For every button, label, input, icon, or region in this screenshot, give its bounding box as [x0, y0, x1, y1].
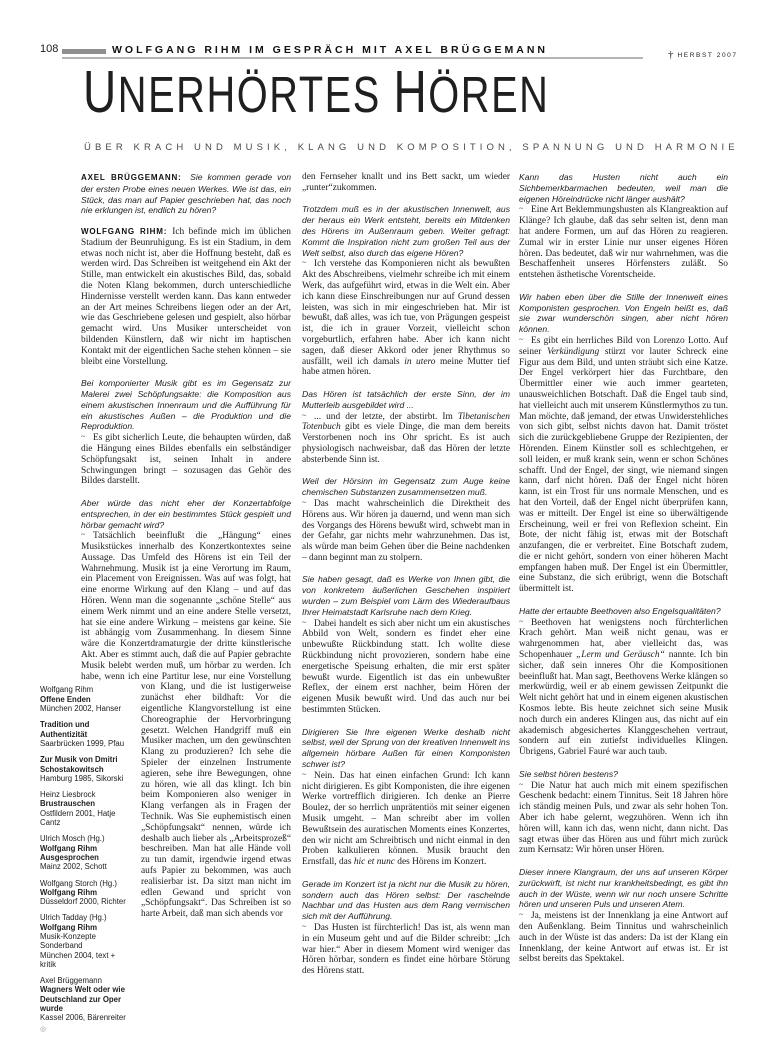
book-title: Brustrauschen: [40, 799, 96, 809]
book-title: Deutschland zur Oper wurde: [40, 994, 122, 1014]
book-meta: Hamburg 1985, Sikorski: [40, 773, 124, 783]
book-meta: Ulrich Tadday (Hg.): [40, 913, 107, 923]
book-title: Wagners Welt oder wie: [40, 985, 125, 995]
book-reference: [40, 755, 132, 783]
question-paragraph: Dirigieren Sie Ihre eigenen Werke deshalb nicht selbst, weil der Sprung von der kreativen Innenwelt ins allgemein hörbare Außen für einen Komponisten schwer ist?: [302, 726, 510, 770]
answer-tilde-mark: ~: [81, 432, 86, 442]
answer-tilde-mark: ~: [302, 497, 307, 507]
answer-tilde-mark: ~: [519, 334, 524, 344]
column-1: [40, 172, 292, 1041]
book-meta: Saarbrücken 1999, Pfau: [40, 738, 125, 748]
answer-tilde-mark: ~: [519, 779, 524, 789]
question-paragraph: Das Hören ist tatsächlich der erste Sinn, der im Mutterleib ausgebildet wird ...: [302, 388, 510, 410]
answer-paragraph: ~ Das macht wahrscheinlich die Direktheit des Hörens aus. Wir hören ja dauernd, und wenn man sich des Vorgangs des Hörens bewußt wird, schwebt man in der Gefahr, gar nichts mehr wahrzunehmen. Das ist, als würde man beim Gehen über die Beine nachdenken – dann beginnt man zu stolpern.: [302, 497, 510, 563]
question-paragraph: Hatte der ertaubte Beethoven also Engelsqualitäten?: [519, 605, 721, 616]
question-paragraph: Trotzdem muß es in der akustischen Innenwelt, aus der heraus ein Werk entsteht, bereits ein Mitdenken des Hörens im Außenraum geben. Weiter gefragt: Kommt die Inspiration nicht zum großen Teil aus der Welt selbst, also durch das eigene Hören?: [302, 204, 510, 258]
book-meta: Wolfgang Storch (Hg.): [40, 878, 117, 888]
book-title: Schostakowitsch: [40, 764, 104, 774]
book-meta: München 2004, text + kritik: [40, 950, 116, 969]
book-reference: [40, 976, 132, 1034]
answer-paragraph: ~ Das Husten ist fürchterlich! Das ist, als wenn man in ein Museum geht und auf die Bilder schreibt: „Ich war hier.“ Aber in diesem Moment wird weniger das Hören hörbar, sondern es findet eine hörbare Störung des Hörens statt.: [302, 921, 510, 977]
book-meta: Mainz 2002, Schott: [40, 862, 107, 872]
book-meta: Musik-Konzepte Sonderband: [40, 931, 96, 951]
answer-tilde-mark: ~: [302, 410, 307, 420]
book-meta: Wolfgang Rihm: [40, 685, 94, 695]
book-meta: Heinz Liesbrock: [40, 790, 96, 800]
book-reference: [40, 879, 132, 907]
answer-tilde-mark: ~: [519, 204, 524, 214]
answer-tilde-mark: ~: [519, 616, 524, 626]
book-title: Wolfgang Rihm: [40, 922, 98, 932]
article-end-icon: ◎: [40, 1025, 47, 1033]
answer-tilde-mark: ~: [302, 769, 307, 779]
header-bar: [62, 49, 106, 54]
book-meta: Düsseldorf 2000, Richter: [40, 897, 126, 907]
answer-paragraph: ~ Es gibt ein herrliches Bild von Lorenzo Lotto. Auf seiner Verkündigung stürzt vor lauter Schreck eine Figur aus dem Bild, und unten sträubt sich eine Katze. Der Engel verkörpert hier das Furchtbare, den Übermittler einer wie auch immer gearteten, unausweichlichen Botschaft. Daß die Engel taub sind, hat vielleicht auch mit unserem Künstlermythos zu tun. Man möchte, daß jemand, der etwas Unwiderstehliches von sich gibt, selbst nichts davon hat. Damit tröstet sich die zurückgebliebene Gruppe der Rezipienten, der Hörenden. Einem Künstler soll es schlechtgehen, er soll leiden, er muß krank sein, wenn er schon Schönes schafft. Und der Engel, der singt, wie niemand singen kann, darf nicht hören. Daß der Engel nicht hören kann, ist ein Trost für uns normale Menschen, und es hat den Vorteil, daß der Engel nicht überprüfen kann, was er mitteilt. Der Engel ist eine so überwältigende Erscheinung, weil er frei von Reflexion scheint. Ein Bote, der nicht fähig ist, etwas mit der Botschaft anzufangen, die er verbreitet. Eine Botschaft zudem, die er nicht gehört, sondern von einer höheren Macht empfangen haben muß. Der Engel ist ein Übermittler, eine Substanz, die sich erübrigt, wenn die Botschaft übermittelt ist.: [519, 334, 728, 595]
article-title-text: UNERHÖRTES HÖREN: [83, 59, 550, 125]
book-reference: [40, 913, 132, 969]
book-reference: [40, 720, 132, 748]
book-title: Tradition und Authentizität: [40, 720, 90, 739]
answer-tilde-mark: ~: [302, 258, 307, 268]
question-paragraph: Sie haben gesagt, daß es Werke von Ihnen gibt, die von konkretem äußerlichen Geschehen inspiriert wurden – zum Beispiel vom Lärm des Wiederaufbaus Ihrer Heimatstadt Karlsruhe nach dem Krieg.: [302, 574, 510, 617]
article-title: [83, 58, 681, 126]
answer-paragraph: ~ ... und der letzte, der abstirbt. Im Tibetanischen Totenbuch gibt es viele Dinge, die man dem bereits Verstorbenen noch ins Ohr spricht. Es ist auch physiologisch nachweisbar, daß das Hören der letzte absterbende Sinn ist.: [302, 410, 510, 465]
book-meta: Ulrich Mosch (Hg.): [40, 834, 105, 844]
answer-tilde-mark: ~: [81, 530, 86, 540]
book-title: Wolfgang Rihm: [40, 887, 98, 897]
book-title: Zur Musik von Dmitri: [40, 755, 118, 765]
book-meta: Axel Brüggemann: [40, 976, 102, 986]
book-references-sidebar: [40, 685, 132, 1041]
question-paragraph: Gerade im Konzert ist ja nicht nur die Musik zu hören, sondern auch das Hören selbst: Der raschelnde Nachbar und das Husten aus dem Rang vermischen sich mit der Aufführung.: [302, 878, 510, 922]
answer-paragraph: ~ Beethoven hat wenigstens noch fürchterlichen Krach gehört. Man weiß nicht genau, was er wahrgenommen hat, aber vielleicht das, was Schopenhauer „Lerm und Geräusch“ nannte. Ich bin sicher, daß sein inneres Ohr die Kompositionen beeinflußt hat. Man sagt, Beethovens Werke klängen so merkwürdig, weil er ab einem gewissen Zeitpunkt die Welt nicht gehört hat und in einem eigenen akustischen Kosmos lebte. Bis heute zeichnet sich seine Musik noch durch ein anderes Klingen aus, das nicht auf ein akademisch abgesichertes Klanggeschehen vertraut, sondern auf ein zutiefst individuelles Klingen. Übrigens, Gabriel Fauré war auch taub.: [519, 616, 728, 758]
article-subtitle: ÜBER KRACH UND MUSIK, KLANG UND KOMPOSITION, SPANNUNG UND HARMONIE: [84, 142, 739, 153]
answer-tilde-mark: ~: [302, 921, 307, 931]
answer-paragraph: ~ Es gibt sicherlich Leute, die behaupten würden, daß die Hängung eines Bildes ebenfalls ein selbständiger Schöpfungsakt ist, seinen Inhalt in andere Schwingungen bringt – sozusagen das Gehör des Bildes darstellt.: [81, 432, 291, 487]
answer-paragraph: ~ Dabei handelt es sich aber nicht um ein akustisches Abbild von Welt, sondern es findet eher eine unbewußte Rückbindung statt. Ich wollte diese Rückbindung nicht provozieren, sondern habe eine energetische Speisung erhalten, die mir erst später bewußt wurde. Eigentlich ist das ein unbewußter Reflex, der einem erst nachher, beim Hören der eigenen Musik bewußt wird. Und das auch nur bei bestimmten Stücken.: [302, 617, 510, 716]
question-paragraph: Weil der Hörsinn im Gegensatz zum Auge keine chemischen Substanzen zusammensetzen muß.: [302, 476, 510, 498]
column-2: [302, 172, 510, 977]
question-paragraph: Aber würde das nicht eher der Konzertabfolge entsprechen, in der ein bestimmtes Stück gespielt und hörbar gemacht wird?: [81, 497, 291, 530]
answer-paragraph: ~ Ja, meistens ist der Innenklang ja eine Antwort auf den Außenklang. Beim Tinnitus und wahrscheinlich auch in der Wüste ist das anders: Da ist der Klang ein Innenklang, der keine Antwort auf etwas ist. Er ist selbst bereits das Spektakel.: [519, 910, 728, 965]
answer-paragraph: ~ Ich verstehe das Komponieren nicht als bewußten Akt des Abschreibens, vielmehr schreibe ich mit einem Werk, das aufgeführt wird, etwas in die Welt ein. Aber ich kann diese Einschreibungen nur auf Grund dessen leisten, was sich in mir eingeschrieben hat. Mir ist bewußt, daß alles, was ich tue, von Prägungen gespeist ist, die ich in grauer Vorzeit, vielleicht schon vorgeburtlich, erfahren habe. Aber ich kann nicht sagen, daß dieser Akkord oder jener Rhythmus so ausfällt, weil ich damals in utero meine Mutter tief habe atmen hören.: [302, 258, 510, 378]
book-reference: [40, 685, 132, 713]
answer-tilde-mark: ~: [519, 910, 524, 920]
question-paragraph: Sie selbst hören bestens?: [519, 768, 618, 779]
book-title: Wolfgang Rihm Ausgesprochen: [40, 843, 99, 862]
dagger-icon: †: [668, 49, 674, 61]
answer-paragraph: den Fernseher knallt und ins Bett sackt, um wieder „runter“zukommen.: [302, 172, 510, 193]
answer-tilde-mark: ~: [302, 617, 307, 627]
page-number: 108: [40, 43, 59, 55]
question-paragraph: Bei komponierter Musik gibt es im Gegensatz zur Malerei zwei Schöpfungsakte: die Komposition aus einem akustischen Innenraum und die Aufführung für ein akustisches Außen – die Produktion und die Reproduktion.: [81, 378, 291, 432]
header-title: WOLFGANG RIHM IM GESPRÄCH MIT AXEL BRÜGGEMANN: [112, 44, 548, 56]
speaker-paragraph: AXEL BRÜGGEMANN: Sie kommen gerade von der ersten Probe eines neuen Werkes. Wie ist das, ein Stück, das man auf Papier geschrieben hat, das noch nie erklungen ist, endlich zu hören?: [81, 172, 292, 216]
column-3: [519, 172, 728, 965]
question-paragraph: Dieser innere Klangraum, der uns auf unseren Körper zurückwirft, ist nicht nur krankheitsbedingt, es gibt ihn auch in der Wüste, wenn wir nur noch unsere Schritte hören und unseren Puls und unseren Atem.: [519, 867, 728, 910]
book-title: Offene Enden: [40, 694, 91, 704]
speaker-name: WOLFGANG RIHM:: [81, 226, 173, 236]
issue-label: HERBST 2007: [677, 52, 738, 59]
speaker-paragraph: WOLFGANG RIHM: Ich befinde mich im üblichen Stadium der Beunruhigung. Es ist ein Stadium, in dem etwas noch nicht ist, aber die Hoffnung besteht, daß es werden wird. Das Schreiben ist weitgehend ein Akt der Stille, man entwickelt ein akustisches Bild, das, sobald die Noten Klang bekommen, durch unterschiedliche Hindernisse verstellt werden kann. Das kann entweder an der Art meines Schreibens liegen oder an der Art, wie das Geschriebene gelesen und gespielt, also hörbar gemacht wird. Uns Musiker unterscheidet von bildenden Künstlern, daß wir nicht im haptischen Kontakt mit der eigentlichen Sache stehen können – sie bleibt eine Vorstellung.: [81, 226, 291, 367]
wrapped-answer-text: und die ist lustigerweise zunächst eher bildhaft: Vor die eigentliche Klangvorstellung ist eine Choreographie der Hervorbringung gesetzt. Welchen Handgriff muß ein Musiker machen, um den gewünschten Klang zu produzieren? Ich sehe die Spieler der einzelnen Instrumente agieren, sehe ihre Bewegungen, ohne zu hören, wie all das klingt. Ich bin beim Komponieren also weniger in Klang verfangen als in Fragen der Technik. Was Sie euphemistisch einen „Schöpfungsakt“ nennen, würde ich deshalb auch lieber als „Arbeitsprozeß“ beschreiben. Man hat alle Hände voll zu tun damit, irgendwie irgend etwas aufs Papier zu bekommen, was auch realisierbar ist. Da sitzt man nicht im edlen Gewand und spricht von „Schöpfungsakt“. Das Schreiben ist so harte Arbeit, daß man sich abends vor: [141, 682, 291, 920]
book-meta: Ostfildern 2001, Hatje Cantz: [40, 808, 116, 828]
answer-paragraph: ~ Tatsächlich beeinflußt die „Hängung“ eines Musikstückes innerhalb des Konzertkontextes seine Aussage. Das Umfeld des Hörens ist ein Teil der Wahrnehmung. Musik ist ja eine Verortung im Raum, ein Placement von Ereignissen. Was auf was folgt, hat eine enorme Wirkung auf den Klang – und auf das Hören. Wenn man die sogenannte „schöne Stelle“ aus einem Werk nimmt und an eine andere Stelle versetzt, hat sie eine andere Wirkung – meistens gar keine. Sie ist abhängig vom Zusammenhang. In diesem Sinne wäre die Konzertdramaturgie der dritte künstlerische Akt. Aber es stimmt auch, daß die auf Papier gebrachte Musik belebt werden muß, um hörbar zu werden. Ich habe, wenn ich eine Partitur lese, nur eine Vorstellung von Klang, Wolfgang Rihm Offene Enden München 2002, Hanser Tradition und Authentizität Saarbrücken 1999, Pfau Zur Musik von Dmitri Schostakowitsch Hamburg 1985, Sikorski Heinz Liesbrock Brustrauschen Ostfildern 2001, Hatje Cantz Ulrich Mosch (Hg.) Wolfgang Rihm Ausgesprochen Mainz 2002, Schott Wolfgang Storch (Hg.) Wolfgang Rihm Düsseldorf 2000, Richter Ulrich Tadday (Hg.) Wolfgang Rihm Musik-Konzepte Sonderband München 2004, text + kritik Axel Brüggemann Wagners Welt oder wie Deutschland zur Oper wurde Kassel 2006, Bärenreiter ◎ und die ist lustigerweise zunächst eher bildhaft: Vor die eigentliche Klangvorstellung ist eine Choreographie der Hervorbringung gesetzt. Welchen Handgriff muß ein Musiker machen, um den gewünschten Klang zu produzieren? Ich sehe die Spieler der einzelnen Instrumente agieren, sehe ihre Bewegungen, ohne zu hören, wie all das klingt. Ich bin beim Komponieren also weniger in Klang verfangen als in Fragen der Technik. Was Sie euphemistisch einen „Schöpfungsakt“ nennen, würde ich deshalb auch lieber als „Arbeitsprozeß“ beschreiben. Man hat alle Hände voll zu tun damit, irgendwie irgend etwas aufs Papier zu bekommen, was auch realisierbar ist. Da sitzt man nicht im edlen Gewand und spricht von „Schöpfungsakt“. Das Schreiben ist so harte Arbeit, daß man sich abends vor: [81, 530, 291, 920]
answer-paragraph: ~ Nein. Das hat einen einfachen Grund: Ich kann nicht dirigieren. Es gibt Komponisten, die ihre eigenen Werke vortrefflich dirigieren. Ich denke an Pierre Boulez, der so herrlich unprätentiös mit seiner eigenen Musik umgeht. – Man schreibt aber im vollen Bewußtsein des auratischen Moments eines Konzertes, den wir nicht am Schreibtisch und nicht einmal in den Proben kalkulieren können. Musik braucht den Ernstfall, das hic et nunc des Hörens im Konzert.: [302, 769, 510, 868]
book-reference: [40, 790, 132, 827]
question-paragraph: Wir haben eben über die Stille der Innenwelt eines Komponisten gesprochen. Von Engeln heißt es, daß sie zwar wunderschön singen, aber nicht hören können.: [519, 291, 728, 335]
speaker-name: AXEL BRÜGGEMANN:: [81, 173, 188, 182]
question-paragraph: Kann das Husten nicht auch ein Sichbemerkbarmachen bedeuten, weil man die eigenen Höreindrücke nicht länger aushält?: [519, 172, 728, 204]
answer-paragraph: ~ Eine Art Beklemmungshusten als Klangreaktion auf Klänge? Ich glaube, daß das sehr selten ist, denn man hat andere Formen, um auf das Hören zu reagieren. Zumal wir in erster Linie nur unser eigenes Hören hören. Das bedeutet, daß wir nur wahrnehmen, was die Beschaffenheit unseres Hörfensters zuläßt. So entstehen ästhetische Vorentscheide.: [519, 204, 728, 281]
answer-paragraph: ~ Die Natur hat auch mich mit einem spezifischen Geschenk bedacht: einem Tinnitus. Seit 18 Jahren höre ich ständig meinen Puls, und zwar als sehr hohen Ton. Aber ich habe gelernt, wegzuhören. Wenn ich ihn hören will, kann ich das, wenn nicht, dann nicht. Das sagt etwas über das Hören aus und führt mich zurück zum Kernsatz: Wir hören unser Hören.: [519, 779, 728, 856]
book-meta: Kassel 2006, Bärenreiter ◎: [40, 1013, 126, 1033]
book-meta: München 2002, Hanser: [40, 704, 122, 714]
book-reference: [40, 834, 132, 871]
